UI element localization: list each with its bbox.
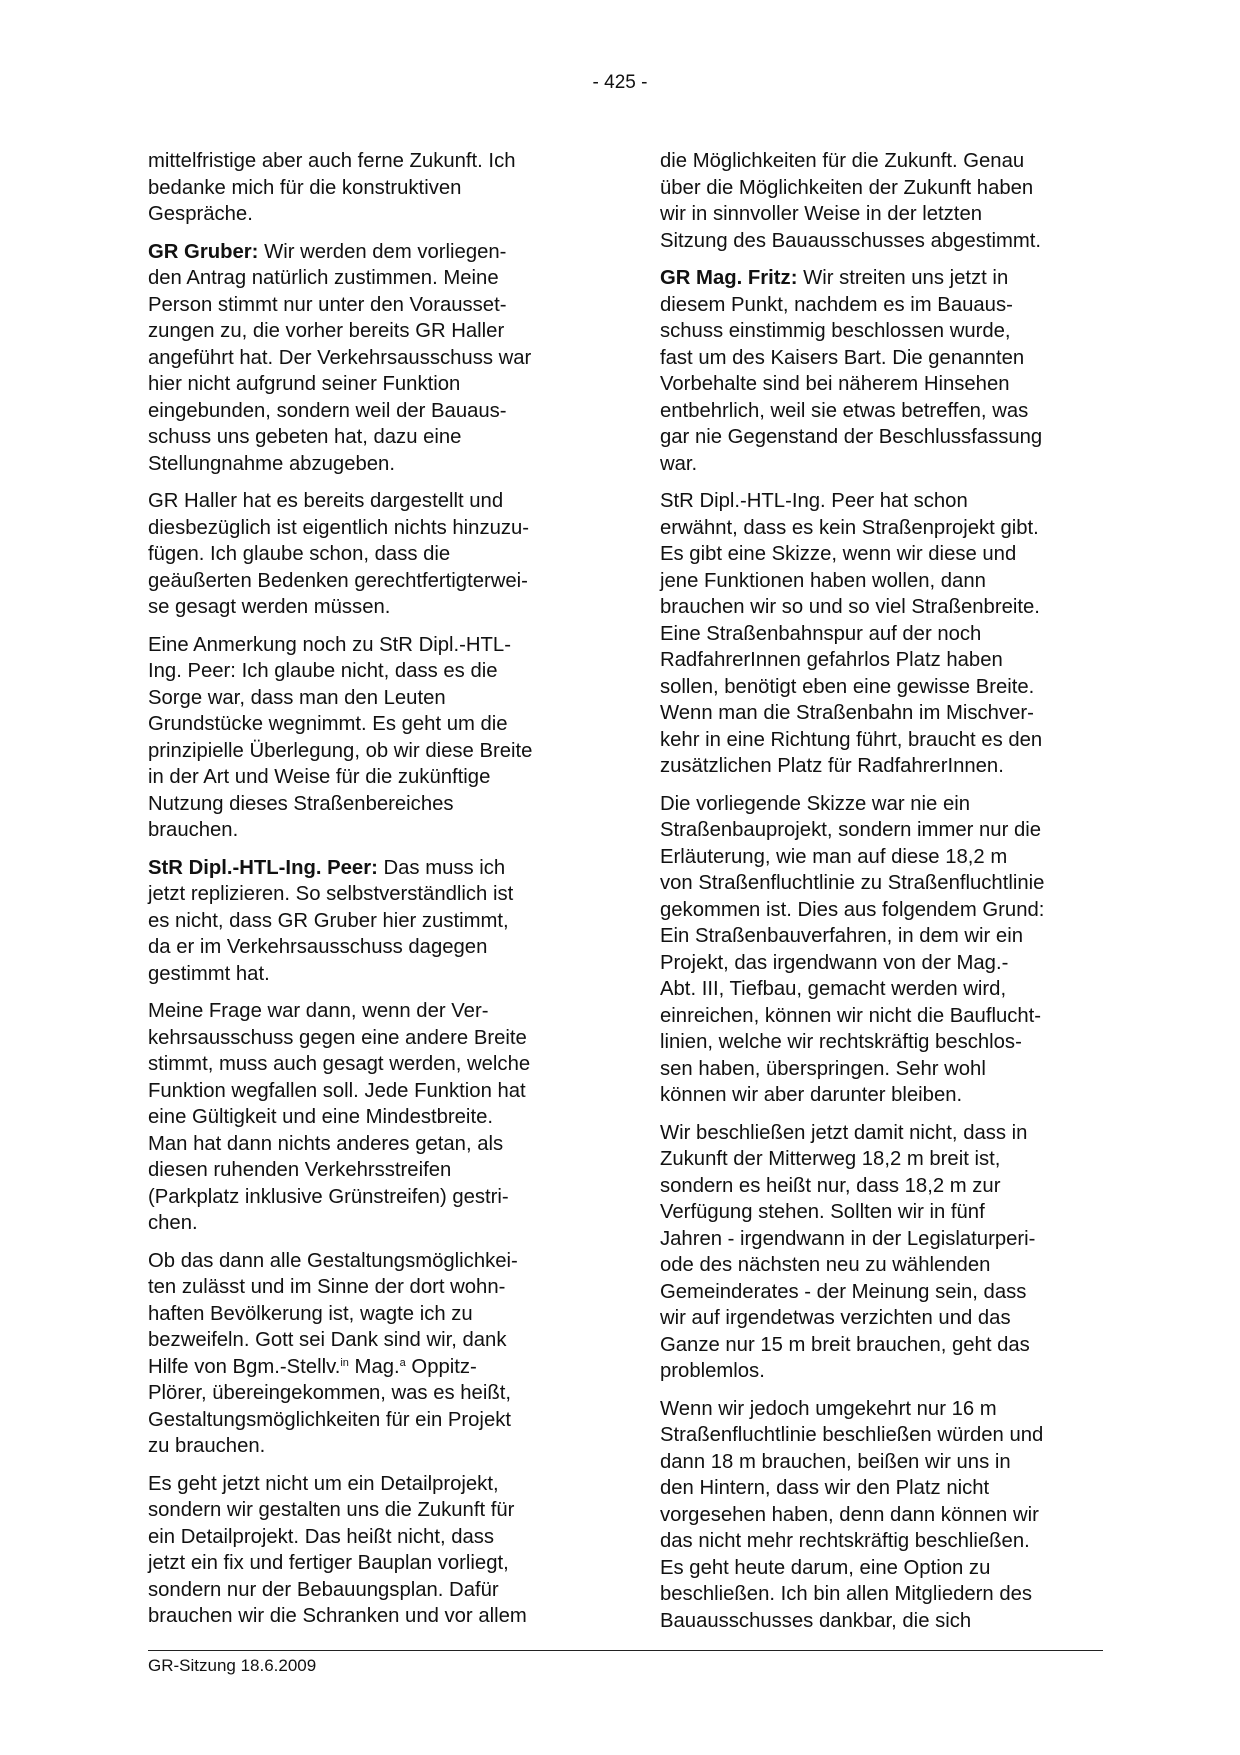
footer-divider	[148, 1650, 1103, 1651]
speech-text: Wir streiten uns jetzt in diesem Punkt, nachdem es im Bauaus- schuss einstimmig beschlossen wurde, fast um des Kaisers Bart. Die genannten Vorbehalte sind bei näherem Hinsehen entbehrlich, weil sie etwas betreffen, was gar nie Gegenstand der Beschlussfassung war.	[660, 267, 1043, 475]
paragraph-gruber	[148, 239, 586, 478]
superscript: in	[340, 1356, 349, 1369]
text-segment: Oppitz- Plörer, übereingekommen, was es heißt, Gestaltungsmöglichkeiten für ein Projekt zu brauchen.	[148, 1355, 511, 1457]
paragraph: Es geht jetzt nicht um ein Detailprojekt, sondern wir gestalten uns die Zukunft für ein Detailprojekt. Das heißt nicht, dass jetzt ein fix und fertiger Bauplan vorliegt, sondern nur der Bebauungsplan. Dafür brauchen wir die Schranken und vor allem	[148, 1472, 527, 1627]
left-column	[148, 148, 586, 1641]
superscript: a	[399, 1356, 406, 1369]
paragraph-with-superscripts	[148, 1248, 586, 1460]
paragraph: Die vorliegende Skizze war nie ein Straßenbauprojekt, sondern immer nur die Erläuterung, wie man auf diese 18,2 m von Straßenfluchtlinie zu Straßenfluchtlinie gekommen ist. Dies aus folgendem Grund: Ein Straßenbauverfahren, in dem wir ein Projekt, das irgendwann von der Mag.- Abt. III, Tiefbau, gemacht werden wird, einreichen, können wir nicht die Bauflucht- linien, welche wir rechtskräftig beschlos- sen haben, überspringen. Sehr wohl können wir aber darunter bleiben.	[660, 792, 1045, 1106]
speech-text: Wir werden dem vorliegen- den Antrag natürlich zustimmen. Meine Person stimmt nur unter den Vorausset- zungen zu, die vorher bereits GR Haller angeführt hat. Der Verkehrsausschuss war hier nicht aufgrund seiner Funktion eingebunden, sondern weil der Bauaus- schuss uns gebeten hat, dazu eine Stellungnahme abzugeben.	[148, 240, 532, 475]
paragraph: mittelfristige aber auch ferne Zukunft. Ich bedanke mich für die konstruktiven Gespräche.	[148, 150, 516, 225]
speaker-name: StR Dipl.-HTL-Ing. Peer:	[148, 856, 378, 879]
right-column	[660, 148, 1098, 1645]
page-number: - 425 -	[592, 72, 648, 93]
paragraph-peer	[148, 855, 586, 988]
text-segment: Mag.	[348, 1355, 400, 1378]
paragraph: Wir beschließen jetzt damit nicht, dass in Zukunft der Mitterweg 18,2 m breit ist, sondern es heißt nur, dass 18,2 m zur Verfügung stehen. Sollten wir in fünf Jahren - irgendwann in der Legislaturperi- ode des nächsten neu zu wählenden Gemeinderates - der Meinung sein, dass wir auf irgendetwas verzichten und das Ganze nur 15 m breit brauchen, geht das problemlos.	[660, 1121, 1036, 1382]
speech-text: Das muss ich jetzt replizieren. So selbstverständlich ist es nicht, dass GR Gruber hier zustimmt, da er im Verkehrsausschuss dagegen gestimmt hat.	[148, 856, 514, 985]
paragraph-fritz	[660, 265, 1098, 477]
paragraph: Wenn wir jedoch umgekehrt nur 16 m Straßenfluchtlinie beschließen würden und dann 18 m brauchen, beißen wir uns in den Hintern, dass wir den Platz nicht vorgesehen haben, denn dann können wir das nicht mehr rechtskräftig beschließen. Es geht heute darum, eine Option zu beschließen. Ich bin allen Mitgliedern des Bauausschusses dankbar, die sich	[660, 1397, 1044, 1632]
paragraph: Eine Anmerkung noch zu StR Dipl.-HTL- Ing. Peer: Ich glaube nicht, dass es die Sorge war, dass man den Leuten Grundstücke wegnimmt. Es geht um die prinzipielle Überlegung, ob wir diese Breite in der Art und Weise für die zukünftige Nutzung dieses Straßenbereiches brauchen.	[148, 633, 533, 841]
speaker-name: GR Mag. Fritz:	[660, 267, 798, 289]
footer-text: GR-Sitzung 18.6.2009	[148, 1656, 317, 1675]
paragraph: StR Dipl.-HTL-Ing. Peer hat schon erwähnt, dass es kein Straßenprojekt gibt. Es gibt eine Skizze, wenn wir diese und jene Funktionen haben wollen, dann brauchen wir so und so viel Straßenbreite. Eine Straßenbahnspur auf der noch RadfahrerInnen gefahrlos Platz haben sollen, benötigt eben eine gewisse Breite. Wenn man die Straßenbahn im Mischver- kehr in eine Richtung führt, braucht es den zusätzlichen Platz für RadfahrerInnen.	[660, 490, 1043, 777]
speaker-name: GR Gruber:	[148, 240, 259, 263]
paragraph: die Möglichkeiten für die Zukunft. Genau über die Möglichkeiten der Zukunft haben wir in sinnvoller Weise in der letzten Sitzung des Bauausschusses abgestimmt.	[660, 150, 1042, 252]
paragraph: Meine Frage war dann, wenn der Ver- kehrsausschuss gegen eine andere Breite stimmt, muss auch gesagt werden, welche Funktion wegfallen soll. Jede Funktion hat eine Gültigkeit und eine Mindestbreite. Man hat dann nichts anderes getan, als diesen ruhenden Verkehrsstreifen (Parkplatz inklusive Grünstreifen) gestri- chen.	[148, 1000, 531, 1234]
text-segment: Ob das dann alle Gestaltungsmöglichkei- ten zulässt und im Sinne der dort wohn- haften Bevölkerung ist, wagte ich zu bezweifeln. Gott sei Dank sind wir, dank Hilfe von Bgm.-Stellv.	[148, 1249, 518, 1378]
paragraph: GR Haller hat es bereits dargestellt und diesbezüglich ist eigentlich nichts hinzuzu- fügen. Ich glaube schon, dass die geäußerten Bedenken gerechtfertigterwei- se gesagt werden müssen.	[148, 490, 530, 618]
